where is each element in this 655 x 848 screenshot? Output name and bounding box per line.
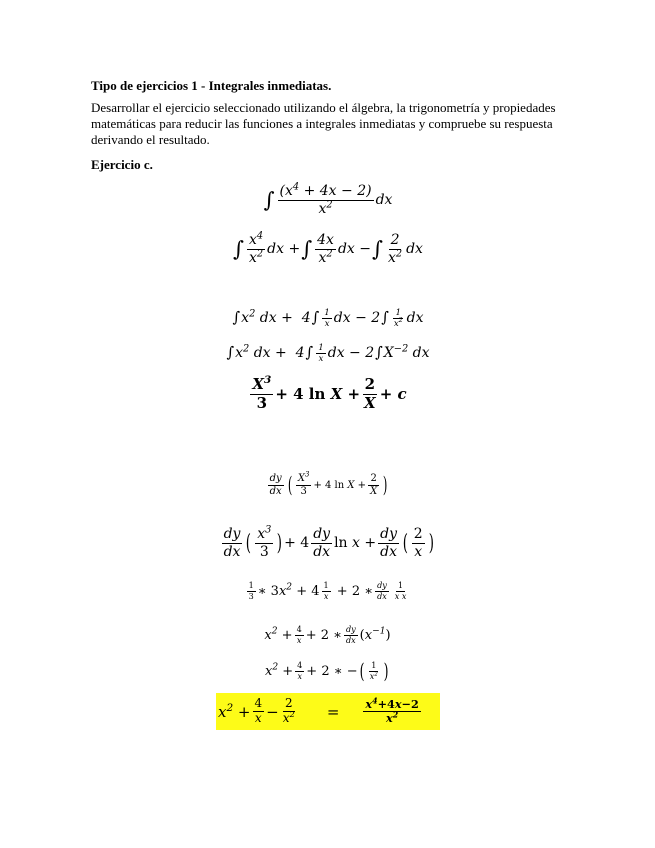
- equation-derivative-step-3: $x^2$ + $\frac{4}{x}$ + 2 ∗ − ( $\frac{1}{x^2}$ ): [265, 658, 389, 683]
- exercise-label: Ejercicio c.: [91, 157, 153, 172]
- equation-final-check: $x^2$ + $\frac{4}{x}$ − $\frac{2}{x^2}$ = $\frac{x^4+4x-2}{x^2}$: [218, 696, 419, 725]
- equation-simplified-1: ∫ $x^2$ dx + 4 ∫ $\frac{1}{x}$ dx − 2 ∫ $\frac{1}{x^2}$ dx: [232, 307, 424, 329]
- equation-derivative-setup: $\frac{dy}{dx}$ ( $\frac{X^3}{3}$ + 4 ln X + $\frac{2}{X}$ ): [269, 470, 388, 497]
- equation-derivative-step-2: $x^2$ + $\frac{4}{x}$ + 2 ∗ $\frac{dy}{dx}$ $(x^{-1})$: [264, 625, 391, 645]
- instructions-paragraph: Desarrollar el ejercicio seleccionado utilizando el álgebra, la trigonometría y propiedades matemáticas para reducir las funciones a integrales inmediatas y compruebe su respuesta derivando el resultado.: [91, 100, 556, 147]
- section-heading: Tipo de ejercicios 1 - Integrales inmediatas.: [91, 78, 332, 93]
- equation-derivative-split: $\frac{dy}{dx}$ ( $\frac{x^3}{3}$ ) + 4 $\frac{dy}{dx}$ ln x + $\frac{dy}{dx}$ ( $\frac{2}{x}$ ): [223, 524, 434, 560]
- equation-result: $\frac{X^3}{3}$ + 4 ln X + $\frac{2}{X}$ + c: [252, 374, 407, 412]
- equation-simplified-2: ∫ $x^2$ dx + 4 ∫ $\frac{1}{x}$ dx − 2 ∫ $X^{-2}$ dx: [226, 342, 430, 364]
- equation-derivative-step-1: $\frac{1}{3}$ ∗ $3x^2 + 4$ $\frac{1}{x}$ + 2 ∗ $\frac{dy}{dx}$ $\frac{1}{\text{x x}}$: [248, 581, 407, 601]
- equation-integral-original: ∫ $\frac{(x^4 + 4x - 2)}{x^2}$ dx: [263, 181, 393, 217]
- equation-integral-split: ∫ $\frac{x^4}{x^2}$ dx + ∫ $\frac{4x}{x^2}$ dx − ∫ $\frac{2}{x^2}$ dx: [233, 230, 423, 266]
